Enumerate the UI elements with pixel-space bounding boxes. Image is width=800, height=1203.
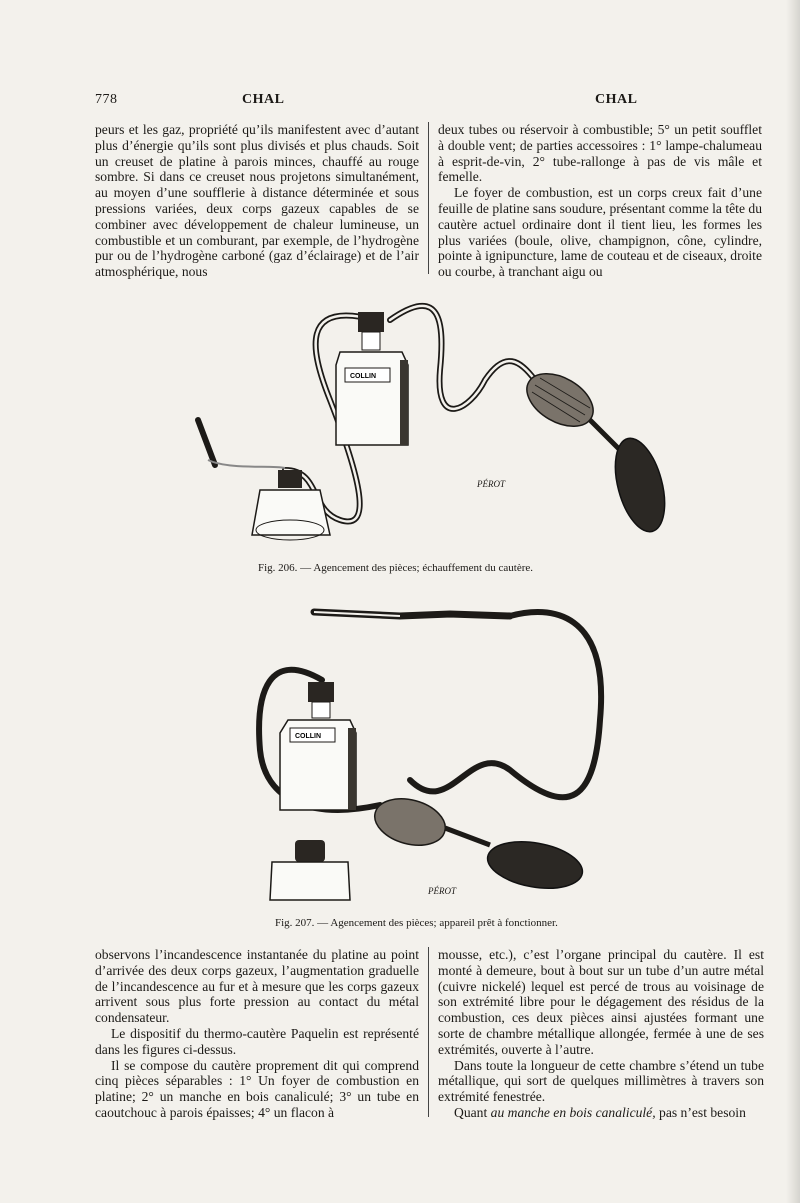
bellows-bulb	[518, 363, 674, 537]
emphasis-text: au manche en bois canaliculé,	[490, 1104, 656, 1120]
rubber-tube	[410, 612, 601, 797]
text-run: pas n’est besoin	[659, 1104, 746, 1120]
bottle-label: COLLIN	[350, 373, 377, 380]
bottom-left-column	[95, 947, 419, 1121]
paragraph: Le foyer de combustion, est un corps creux fait d’une feuille de platine sans soudure, présentant comme la tête du cautère actuel ordinaire dont il tient lieu, les formes les plus variées (boule, olive, champignon, cône, cylindre, pointe à ignipuncture, lame de couteau et de ciseaux, droite ou courbe, à tranchant aigu ou	[438, 185, 762, 280]
figure-207-illustration	[250, 600, 630, 910]
bottle-label: COLLIN	[295, 733, 322, 740]
header-left-title: CHAL	[242, 92, 285, 107]
paragraph: Le dispositif du thermo-cautère Paquelin est représenté dans les figures ci-dessus.	[95, 1025, 419, 1057]
running-header	[95, 92, 767, 112]
bellows-bulb	[370, 791, 587, 895]
fuel-bottle	[336, 312, 408, 445]
figure-207-caption: Fig. 207. — Agencement des pièces; appareil prêt à fonctionner.	[275, 917, 558, 929]
paragraph: deux tubes ou réservoir à combustible; 5° un petit soufflet à double vent; de parties accessoires : 1° lampe-chalumeau à esprit-de-vin, 2° tube-rallonge à pas de vis mâle et femelle.	[438, 122, 762, 185]
figure-206-illustration	[190, 290, 690, 560]
spirit-lamp	[270, 840, 350, 900]
rubber-tube	[390, 306, 535, 409]
paragraph: observons l’incandescence instantanée du platine au point d’arrivée des deux corps gazeux, l’augmentation graduelle de l’incandescence au fur et à mesure que les corps gazeux arrivent sous plus forte pression au contact du métal condensateur.	[95, 947, 419, 1026]
column-rule-top	[428, 122, 429, 274]
paragraph: mousse, etc.), c’est l’organe principal du cautère. Il est monté à demeure, bout à bout sur un tube d’un autre métal (cuivre nickelé) lequel est percé de trous au voisinage de son extrémité libre pour le dégagement des résidus de la combustion, ces deux pièces ainsi ajustées formant une sorte de chambre métallique allongée, fermée à une de ses extrémités, ouverte à l’autre.	[438, 947, 764, 1057]
paragraph: Dans toute la longueur de cette chambre s’étend un tube métallique, qui sort de quelques millimètres à travers son extrémité fenestrée.	[438, 1057, 764, 1105]
page-edge-shadow	[786, 0, 800, 1203]
header-right-title: CHAL	[595, 92, 638, 107]
page-number: 778	[95, 92, 118, 107]
reservoir-bulb	[484, 835, 586, 895]
engraver-signature: PÉROT	[477, 479, 505, 489]
column-rule-bottom	[428, 947, 429, 1117]
engraver-signature: PÉROT	[428, 886, 456, 896]
top-right-column	[438, 122, 762, 280]
bottom-right-column	[438, 947, 764, 1121]
text-run: Quant	[454, 1104, 488, 1120]
paragraph: Il se compose du cautère proprement dit qui comprend cinq pièces séparables : 1° Un foyer de combustion en platine; 2° un manche en bois canaliculé; 3° un tube en caoutchouc à parois épaisses; 4° un flacon à	[95, 1057, 419, 1120]
paragraph	[438, 1105, 764, 1121]
paragraph: peurs et les gaz, propriété qu’ils manifestent avec d’autant plus d’énergie qu’ils sont plus divisés et plus chauds. Soit un creuset de platine à parois minces, chauffé au rouge sombre. Si dans ce creuset nous projetons simultanément, au moyen d’une soufflerie à distance déterminée et sous pressions variées, deux corps gazeux capables de se combiner avec développement de chaleur lumineuse, un combustible et un comburant, par exemple, de l’hydrogène pur ou de l’hydrogène carboné (gaz d’éclairage) et de l’air atmosphérique, nous	[95, 122, 419, 280]
fuel-bottle	[280, 682, 356, 810]
figure-206-caption: Fig. 206. — Agencement des pièces; échauffement du cautère.	[258, 562, 534, 574]
top-left-column	[95, 122, 419, 280]
